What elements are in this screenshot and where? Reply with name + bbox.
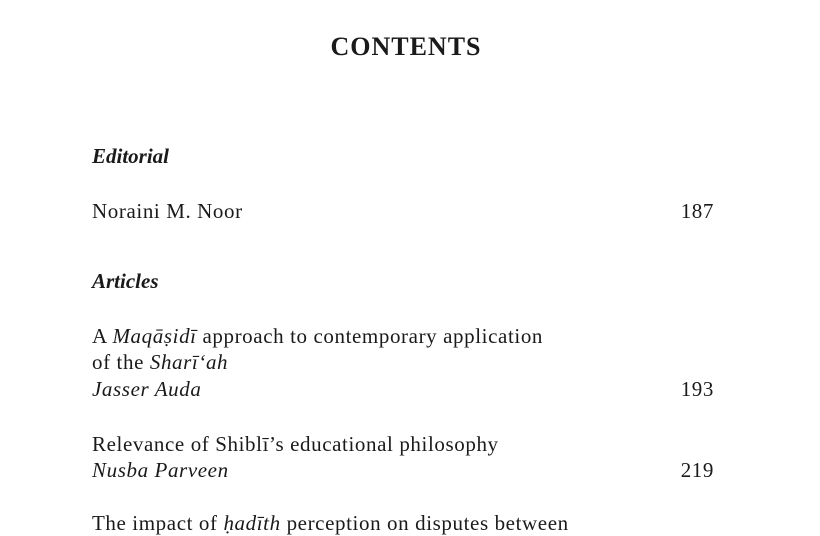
article-1-title-part: approach to contemporary application [196,324,544,348]
article-1-author: Jasser Auda [92,377,202,401]
section-heading-articles: Articles [92,269,159,293]
article-2-page-number: 219 [680,458,714,482]
editorial-author: Noraini M. Noor [92,199,243,223]
article-3-title-part: perception on disputes between [280,511,569,535]
page-title: CONTENTS [330,32,482,61]
article-1-title-line-1 [92,324,543,349]
article-3-title-italic: ḥadīth [223,511,281,535]
article-3-title-line-1 [92,511,569,536]
article-1-title-part: of the [92,350,150,374]
article-2-title: Relevance of Shiblī’s educational philosophy [92,432,499,456]
article-1-page-number: 193 [680,377,714,401]
article-1-title-line-2 [92,350,228,375]
article-1-title-italic: Maqāṣidī [112,324,197,348]
editorial-page-number: 187 [680,199,714,223]
article-1-title-part: A [92,324,113,348]
section-heading-editorial: Editorial [92,144,170,168]
article-1-title-italic: Sharī‘ah [149,350,229,374]
article-2-author: Nusba Parveen [92,458,229,482]
article-3-title-part: The impact of [92,511,224,535]
